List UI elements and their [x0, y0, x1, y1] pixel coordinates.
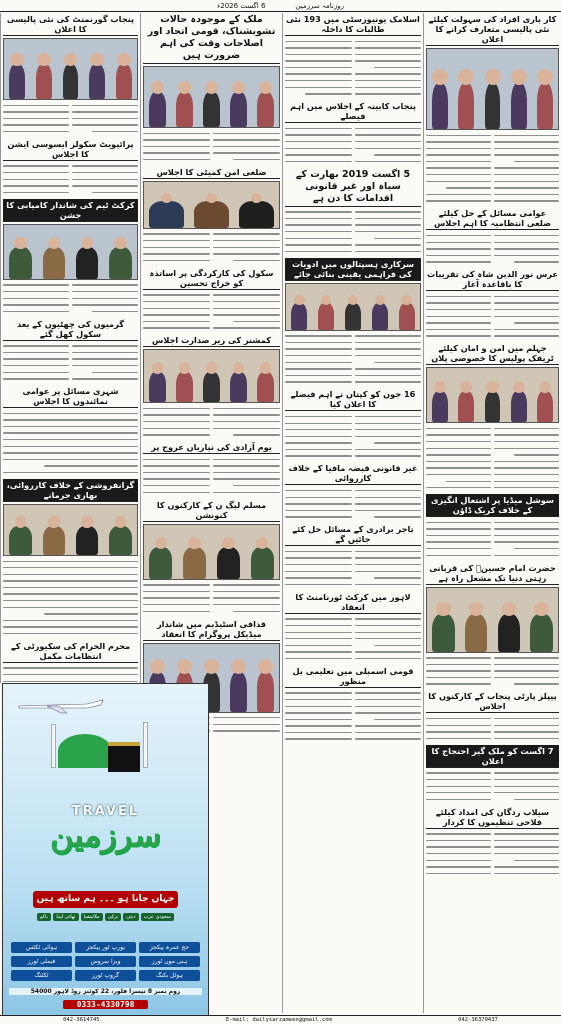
ad-service-tag: حج عمرہ پیکجز — [139, 942, 200, 953]
news-story[interactable] — [3, 385, 138, 476]
story-headline[interactable]: لاہور میں کرکٹ ٹورنامنٹ کا انعقاد — [285, 591, 421, 614]
news-story[interactable] — [285, 388, 421, 459]
person-figure — [257, 92, 273, 127]
story-headline[interactable]: عرس نور الدین شاہ کی تقریبات کا باقاعدہ آغاز — [427, 269, 558, 290]
news-photo — [143, 349, 280, 403]
news-story[interactable] — [285, 523, 421, 587]
person-face — [10, 53, 24, 67]
story-body-text — [285, 125, 421, 164]
story-headline[interactable]: محرم الحرام کی سکیورٹی کے انتظامات مکمل — [3, 640, 138, 663]
person-face — [150, 659, 165, 674]
airplane-icon — [17, 696, 105, 714]
person-figure — [149, 372, 165, 402]
footer-email[interactable]: E-mail: dailysarzameen@gmail.com — [225, 1017, 332, 1023]
story-headline[interactable]: اسلامک یونیورسٹی میں 193 نئی طالبات کا داخلہ — [286, 14, 420, 34]
person-face — [90, 53, 104, 67]
person-figure — [203, 92, 219, 127]
story-headline[interactable]: حضرت امام حسینؓ کی قربانی رہتی دنیا تک مشعل راہ ہے — [426, 562, 559, 585]
person-figure — [9, 247, 32, 278]
person-face — [232, 81, 246, 95]
person-face — [486, 381, 498, 393]
ad-destination-tag: سعودی عرب — [141, 913, 174, 921]
story-body-text — [426, 132, 559, 204]
story-headline[interactable]: تاجر برادری کے مسائل حل کئے جائیں گے — [285, 523, 421, 546]
news-story[interactable] — [143, 334, 280, 438]
news-photo — [143, 66, 280, 128]
issue-date: 6 اگست 2026ء — [216, 1, 266, 10]
story-headline[interactable]: گرمیوں کی چھٹیوں کے بعد سکول کھل گئے — [3, 318, 138, 341]
person-face — [114, 237, 126, 249]
ad-travel-word: TRAVEL — [71, 804, 140, 819]
story-headline[interactable]: قومی اسمبلی میں تعلیمی بل منظور — [285, 665, 421, 688]
person-face — [251, 193, 262, 204]
person-figure — [43, 526, 66, 555]
news-story[interactable] — [285, 100, 421, 164]
column-1 — [423, 13, 561, 1013]
person-face — [151, 81, 165, 95]
story-body-text — [3, 343, 138, 382]
story-body-text — [426, 715, 559, 741]
story-body-text — [426, 519, 559, 558]
news-photo — [3, 38, 138, 100]
travel-advertisement[interactable] — [2, 683, 209, 1016]
story-headline[interactable]: قذافی اسٹیڈیم میں شاندار میڈیکل پروگرام کا انعقاد — [143, 618, 280, 641]
story-body-text — [285, 413, 421, 459]
ad-service-tag: ہنی مون ٹورز — [139, 956, 200, 967]
story-body-text — [285, 548, 421, 587]
person-figure — [194, 201, 228, 228]
person-face — [436, 602, 451, 617]
story-headline[interactable]: ضلعی امن کمیٹی کا اجلاس — [143, 166, 280, 179]
news-story[interactable] — [143, 499, 280, 615]
story-body-text — [143, 130, 280, 163]
person-figure — [76, 526, 99, 555]
person-figure — [63, 64, 79, 99]
story-body-text — [143, 292, 280, 331]
story-headline[interactable]: پیپلز پارٹی پنجاب کے کارکنوں کا اجلاس — [426, 690, 559, 713]
person-face — [117, 53, 131, 67]
news-story[interactable] — [426, 690, 559, 741]
person-figure — [9, 526, 32, 555]
ad-destination-tag: ترکی — [105, 913, 122, 921]
ad-destinations — [8, 913, 203, 921]
person-face — [222, 537, 234, 549]
news-story[interactable] — [426, 562, 559, 688]
person-figure — [149, 201, 183, 228]
person-figure — [230, 372, 246, 402]
person-figure — [43, 247, 66, 278]
story-headline[interactable]: کار باری افراد کی سہولت کیلئے نئی پالیسی متعارف کرانے کا اعلان — [426, 13, 559, 46]
story-headline[interactable]: 7 اگست کو ملک گیر احتجاج کا اعلان — [426, 745, 559, 768]
person-face — [161, 193, 172, 204]
person-face — [115, 516, 126, 527]
news-photo — [426, 587, 559, 653]
story-headline[interactable]: 5 اگست 2019 بھارت کے سیاہ اور غیر قانونی اقدامات کا دن ہے — [285, 168, 421, 207]
news-story[interactable] — [3, 318, 138, 382]
story-body-text — [285, 487, 421, 520]
story-body-text — [285, 209, 421, 255]
person-figure — [217, 547, 240, 578]
ad-phone[interactable]: 0333-4330798 — [63, 1000, 148, 1009]
person-figure — [176, 372, 192, 402]
person-figure — [239, 201, 273, 228]
news-story[interactable] — [3, 479, 138, 637]
news-story[interactable] — [143, 13, 280, 163]
ad-service-tag: ٹکٹنگ — [11, 970, 72, 981]
story-headline[interactable]: غیر قانونی قبضہ مافیا کے خلاف کارروائی — [285, 462, 421, 485]
person-figure — [149, 547, 172, 578]
news-story[interactable] — [285, 168, 421, 255]
person-figure — [498, 614, 520, 651]
ad-destination-tag: دبئی — [123, 913, 138, 921]
person-face — [485, 69, 501, 85]
story-body-text — [3, 163, 138, 196]
ad-address: روم نمبر 8 تیسرا فلور، 22 کوئنز روڈ لاہور 54000 — [9, 988, 202, 995]
story-body-text — [143, 231, 280, 264]
person-figure — [432, 83, 448, 129]
ad-service-tag: گروپ ٹورز — [75, 970, 136, 981]
person-face — [205, 81, 219, 95]
news-story[interactable] — [285, 462, 421, 520]
person-figure — [511, 391, 527, 422]
ad-services — [11, 942, 200, 981]
story-headline[interactable]: پرائیویٹ سکولز ایسوسی ایشن کا اجلاس — [3, 138, 138, 161]
news-story[interactable] — [3, 138, 138, 196]
person-face — [539, 381, 551, 393]
ad-service-tag: فیملی ٹورز — [11, 956, 72, 967]
person-face — [401, 295, 412, 306]
ad-tagline: جہاں جانا ہو ۔۔۔ ہم ساتھ ہیں — [33, 891, 178, 908]
person-figure — [203, 372, 219, 402]
ad-destination-tag: ملائیشیا — [81, 913, 103, 921]
column-2 — [282, 13, 423, 1013]
news-photo — [143, 181, 280, 229]
kaaba-icon — [108, 742, 140, 772]
ad-brand — [3, 804, 208, 854]
minaret-icon — [143, 722, 148, 768]
news-story[interactable] — [426, 745, 559, 803]
person-face — [434, 381, 446, 393]
news-story[interactable] — [143, 441, 280, 495]
ad-destination-tag: تھائی لینڈ — [53, 913, 79, 921]
story-body-text — [3, 558, 138, 637]
newspaper-name: روزنامہ سرزمین — [295, 1, 345, 10]
person-face — [513, 381, 525, 393]
person-figure — [230, 672, 246, 711]
footer-phone-2[interactable]: 042-3614745 — [63, 1017, 100, 1023]
news-story[interactable] — [426, 494, 559, 558]
story-body-text — [3, 665, 138, 683]
person-face — [375, 295, 386, 306]
story-body-text — [143, 456, 280, 495]
person-figure — [530, 614, 552, 651]
person-figure — [89, 64, 105, 99]
news-story[interactable] — [285, 13, 421, 97]
person-face — [48, 516, 59, 527]
person-face — [258, 659, 273, 674]
news-story[interactable] — [3, 13, 138, 135]
news-photo — [143, 524, 280, 580]
minaret-icon — [51, 724, 56, 768]
ad-service-tag: ہوٹل بکنگ — [139, 970, 200, 981]
news-story[interactable] — [143, 267, 280, 331]
person-face — [294, 295, 305, 306]
story-body-text — [285, 38, 421, 97]
news-photo — [426, 367, 559, 423]
story-body-text — [426, 655, 559, 688]
person-figure — [432, 391, 448, 422]
person-figure — [176, 92, 192, 127]
person-figure — [183, 547, 206, 578]
news-photo — [426, 48, 559, 130]
person-figure — [257, 672, 273, 711]
story-body-text — [426, 831, 559, 877]
person-figure — [149, 92, 165, 127]
story-body-text — [143, 582, 280, 615]
news-photo — [3, 504, 138, 556]
ad-brand-name: سرزمین — [49, 816, 162, 854]
story-body-text — [285, 616, 421, 662]
story-headline[interactable]: کرکٹ ٹیم کی شاندار کامیابی کا جشن — [3, 199, 138, 222]
column-4 — [0, 13, 140, 683]
person-face — [511, 69, 527, 85]
news-story[interactable] — [285, 591, 421, 662]
person-figure — [230, 92, 246, 127]
person-face — [460, 381, 472, 393]
story-headline[interactable]: 16 جون کو کپتان نے اہم فیصلے کا اعلان کیا — [285, 388, 421, 411]
story-headline[interactable]: پنجاب گورنمنٹ کی نئی پالیسی کا اعلان — [3, 13, 138, 36]
story-headline[interactable]: جہلم میں امن و امان کیلئے ٹریفک پولیس کا خصوصی پلان — [426, 342, 559, 365]
news-photo — [285, 283, 421, 331]
news-story[interactable] — [3, 199, 138, 315]
person-figure — [109, 526, 132, 555]
person-figure — [465, 614, 487, 651]
person-figure — [537, 83, 553, 129]
person-figure — [116, 64, 132, 99]
story-headline[interactable]: کمشنر کی زیر صدارت اجلاس — [143, 334, 280, 347]
page-footer — [0, 1015, 561, 1024]
news-story[interactable] — [426, 342, 559, 491]
news-story[interactable] — [426, 13, 559, 204]
person-face — [537, 69, 553, 85]
story-headline[interactable]: سرکاری ہسپتالوں میں ادویات کی فراہمی یقینی بنائی جائے — [285, 258, 421, 281]
person-figure — [399, 303, 415, 330]
person-figure — [291, 303, 307, 330]
story-headline[interactable]: سوشل میڈیا پر اشتعال انگیزی کے خلاف کریک ڈاؤن — [426, 494, 559, 517]
story-headline[interactable]: یوم آزادی کی تیاریاں عروج پر — [143, 441, 280, 454]
person-figure — [458, 391, 474, 422]
person-face — [37, 53, 51, 67]
news-story[interactable] — [143, 166, 280, 264]
person-face — [81, 516, 92, 527]
person-figure — [318, 303, 334, 330]
ad-service-tag: ہوائی ٹکٹس — [11, 942, 72, 953]
story-headline[interactable]: ملک کے موجودہ حالات تشویشناک، قومی اتحاد اور اصلاحات وقت کی اہم ضرورت ہیں — [143, 13, 280, 64]
ad-destination-tag: باکو — [37, 913, 51, 921]
story-headline[interactable]: گرانفروشی کے خلاف کارروائی، بھاری جرمانے — [3, 479, 138, 502]
story-body-text — [3, 410, 138, 476]
person-face — [177, 659, 192, 674]
story-body-text — [3, 282, 138, 315]
person-face — [178, 81, 192, 95]
person-face — [188, 537, 200, 549]
story-headline[interactable]: مسلم لیگ ن کے کارکنوں کا کنونشن — [143, 499, 280, 522]
person-figure — [485, 83, 501, 129]
green-dome-icon — [58, 734, 112, 768]
story-body-text — [285, 690, 421, 743]
news-story[interactable] — [285, 258, 421, 386]
person-face — [204, 659, 219, 674]
person-face — [206, 193, 217, 204]
story-body-text — [426, 293, 559, 339]
person-figure — [458, 83, 474, 129]
person-figure — [372, 303, 388, 330]
person-face — [64, 53, 78, 67]
ad-service-tag: یورپ ٹور پیکجز — [75, 942, 136, 953]
news-photo — [3, 224, 138, 280]
story-body-text — [426, 425, 559, 491]
person-face — [432, 69, 448, 85]
person-face — [458, 69, 474, 85]
person-figure — [36, 64, 52, 99]
person-figure — [251, 547, 274, 578]
footer-phone-1[interactable]: 042-36370437 — [458, 1017, 498, 1023]
story-body-text — [426, 232, 559, 265]
story-headline[interactable]: شہری مسائل پر عوامی نمائندوں کا اجلاس — [3, 385, 138, 408]
news-story[interactable] — [426, 207, 559, 265]
story-headline[interactable]: عوامی مسائل کے حل کیلئے ضلعی انتظامیہ کا اہم اجلاس — [426, 207, 559, 230]
person-figure — [432, 614, 454, 651]
person-figure — [537, 391, 553, 422]
ad-service-tag: ویزا سروس — [75, 956, 136, 967]
news-story[interactable] — [426, 268, 559, 339]
person-figure — [485, 391, 501, 422]
person-face — [231, 659, 246, 674]
story-headline[interactable]: سیلاب زدگان کی امداد کیلئے فلاحی تنظیموں کا کردار — [426, 806, 559, 829]
person-figure — [109, 247, 132, 278]
story-body-text — [3, 102, 138, 135]
person-figure — [76, 247, 99, 278]
news-story[interactable] — [3, 640, 138, 683]
story-headline[interactable]: سکول کی کارکردگی پر اساتذہ کو خراج تحسین — [143, 267, 280, 290]
person-face — [259, 81, 273, 95]
news-story[interactable] — [285, 665, 421, 743]
story-body-text — [426, 770, 559, 803]
person-figure — [9, 64, 25, 99]
person-figure — [511, 83, 527, 129]
masthead-strip — [0, 0, 561, 12]
story-body-text — [285, 333, 421, 386]
story-headline[interactable]: پنجاب کابینہ کے اجلاس میں اہم فیصلے — [285, 100, 421, 123]
person-figure — [257, 372, 273, 402]
story-body-text — [143, 405, 280, 438]
news-story[interactable] — [426, 806, 559, 877]
person-figure — [345, 303, 361, 330]
